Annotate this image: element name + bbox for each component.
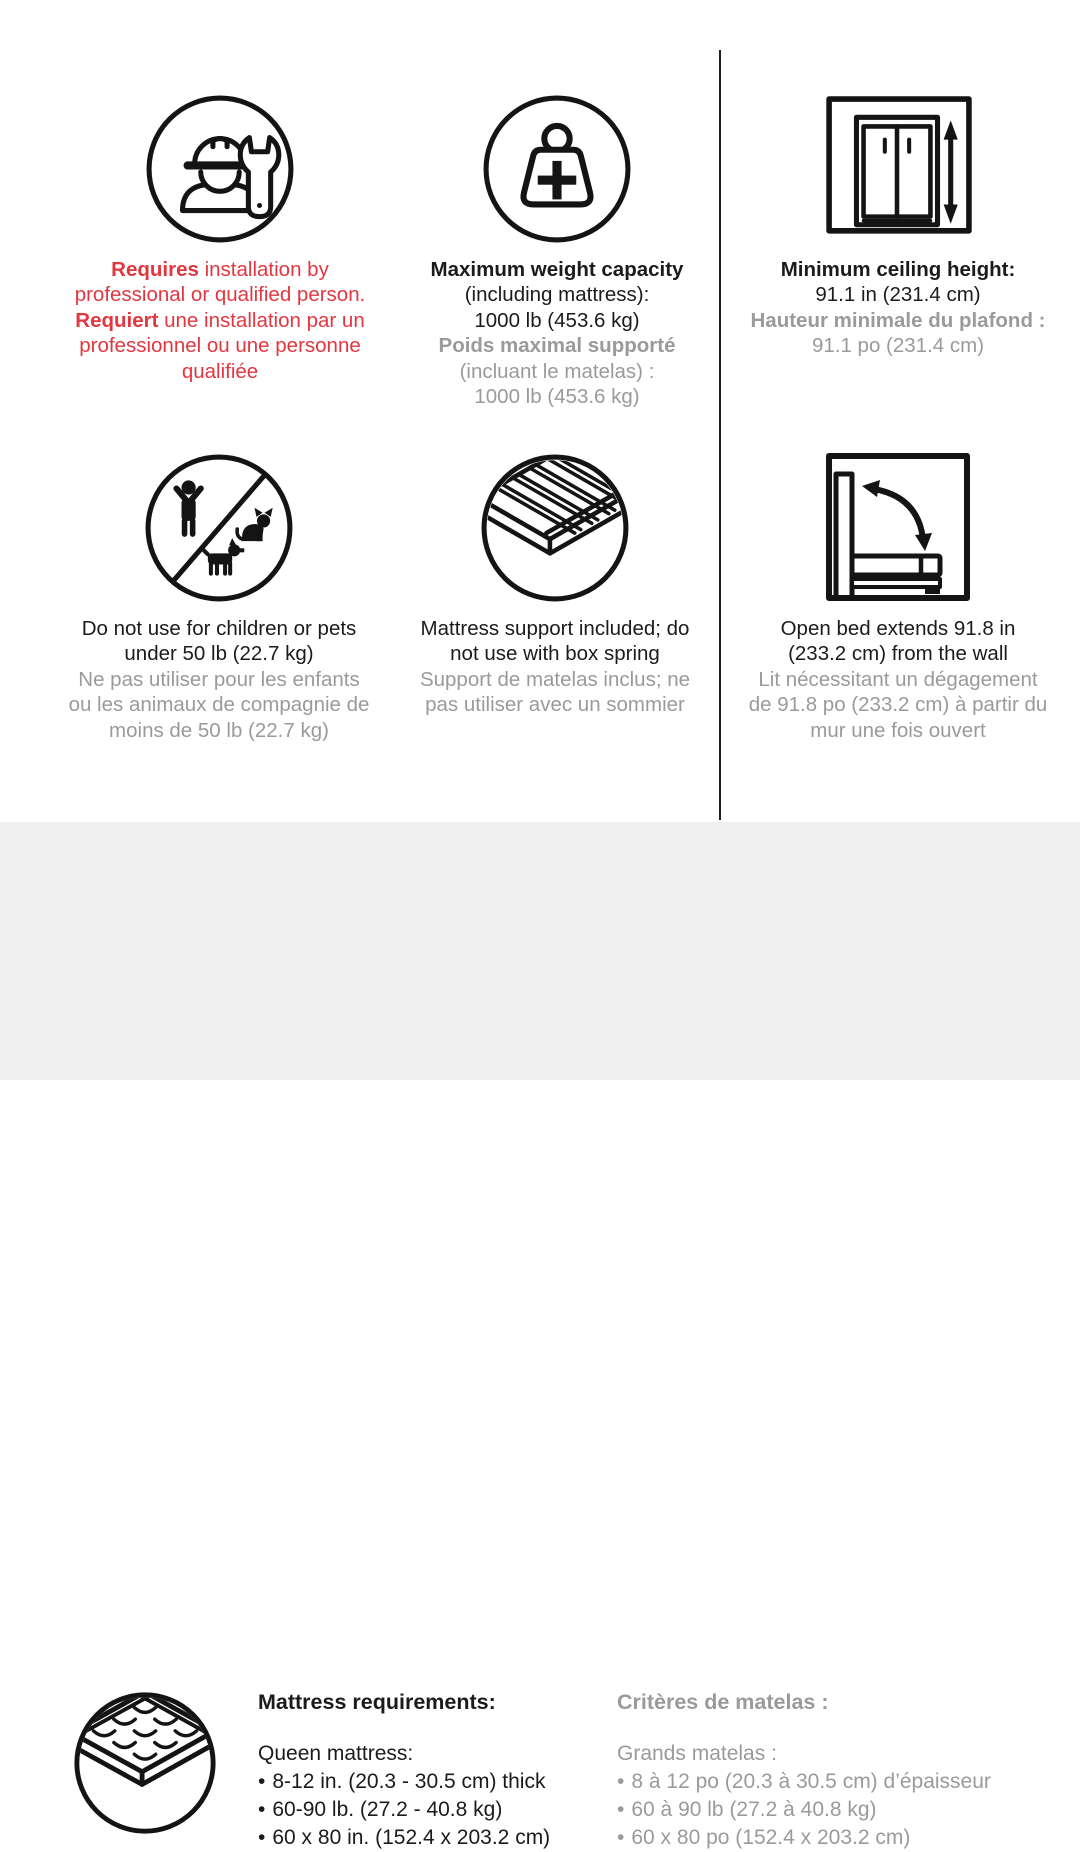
worker-wrench-icon xyxy=(144,93,296,247)
panel-line: Support de matelas inclus; ne xyxy=(419,667,691,691)
panel-line-bold: Requires xyxy=(111,258,199,281)
panel-line: Do not use for children or pets xyxy=(81,617,357,640)
panel-line: Maximum weight capacity xyxy=(430,258,684,281)
panel-installation xyxy=(55,93,385,384)
panel-line: Hauteur minimale du plafond : xyxy=(750,308,1046,332)
panel-line: ou les animaux de compagnie de xyxy=(68,693,370,717)
panel-text xyxy=(431,257,684,409)
panel-line: 1000 lb (453.6 kg) xyxy=(474,308,640,332)
cabinet-height-icon xyxy=(822,93,974,247)
mattress-icon xyxy=(72,1690,218,1836)
mattress-heading-en: Mattress requirements: xyxy=(258,1690,496,1714)
mattress-bullet: • 60 x 80 po (152.4 x 203.2 cm) xyxy=(617,1824,991,1852)
mattress-bullet: • 8 à 12 po (20.3 à 30.5 cm) d’épaisseur xyxy=(617,1768,991,1796)
panel-line: qualifiée xyxy=(181,359,259,383)
panel-line-rest: une installation par un xyxy=(158,308,365,332)
panel-text xyxy=(751,257,1046,359)
panel-line: Minimum ceiling height: xyxy=(780,258,1016,281)
panel-line: moins de 50 lb (22.7 kg) xyxy=(109,718,329,742)
weight-capacity-icon xyxy=(481,93,633,247)
panel-line: (incluant le matelas) : xyxy=(459,359,655,383)
mattress-column-en xyxy=(258,1688,550,1852)
panel-text xyxy=(69,616,370,743)
panel-line: pas utiliser avec un sommier xyxy=(425,693,685,717)
panel-line: de 91.8 po (233.2 cm) à partir du xyxy=(748,693,1048,717)
bed-fold-out-icon xyxy=(822,452,974,606)
panel-line: not use with box spring xyxy=(450,642,660,666)
panel-ceiling-height xyxy=(738,93,1058,359)
panel-line: under 50 lb (22.7 kg) xyxy=(124,642,314,666)
panel-text xyxy=(420,616,690,718)
panel-line: 91.1 po (231.4 cm) xyxy=(811,334,985,358)
mattress-bullet: • 60 à 90 lb (27.2 à 40.8 kg) xyxy=(617,1796,991,1824)
panel-line xyxy=(75,257,366,282)
vertical-divider xyxy=(719,50,721,820)
panel-line: 91.1 in (231.4 cm) xyxy=(815,283,981,307)
panel-text xyxy=(749,616,1048,743)
panel-line-bold: Requiert xyxy=(75,308,159,332)
panel-line-rest: installation by xyxy=(198,258,329,281)
slat-support-icon xyxy=(479,452,631,606)
panel-open-bed xyxy=(738,452,1058,743)
panel-no-children-pets xyxy=(54,452,384,743)
no-children-pets-icon xyxy=(143,452,295,606)
panel-line xyxy=(75,308,366,333)
panel-text xyxy=(75,257,366,384)
mattress-subheading-fr: Grands matelas : xyxy=(617,1742,777,1765)
panel-line: Ne pas utiliser pour les enfants xyxy=(78,667,360,691)
mattress-bullet: • 60-90 lb. (27.2 - 40.8 kg) xyxy=(258,1796,550,1824)
panel-line: mur une fois ouvert xyxy=(810,718,986,742)
panel-line: Open bed extends 91.8 in xyxy=(780,617,1016,640)
mattress-requirements-band xyxy=(0,822,1080,1849)
mattress-subheading-en: Queen mattress: xyxy=(258,1742,414,1765)
panel-line: Poids maximal supporté xyxy=(438,334,676,358)
panel-line: professionnel ou une personne xyxy=(79,334,361,358)
panel-mattress-support xyxy=(395,452,715,718)
mattress-bullet: • 8-12 in. (20.3 - 30.5 cm) thick xyxy=(258,1768,550,1796)
panel-line: (including mattress): xyxy=(464,283,650,307)
panel-line: Mattress support included; do xyxy=(420,617,690,640)
mattress-bullet: • 60 x 80 in. (152.4 x 203.2 cm) xyxy=(258,1824,550,1852)
panel-line: Lit nécessitant un dégagement xyxy=(758,667,1038,691)
panel-weight-capacity xyxy=(397,93,717,409)
panel-line: (233.2 cm) from the wall xyxy=(788,642,1008,666)
panel-line: 1000 lb (453.6 kg) xyxy=(474,385,640,409)
mattress-heading-fr: Critères de matelas : xyxy=(617,1690,829,1714)
panel-line: professional or qualified person. xyxy=(74,283,366,307)
mattress-column-fr xyxy=(617,1688,991,1852)
